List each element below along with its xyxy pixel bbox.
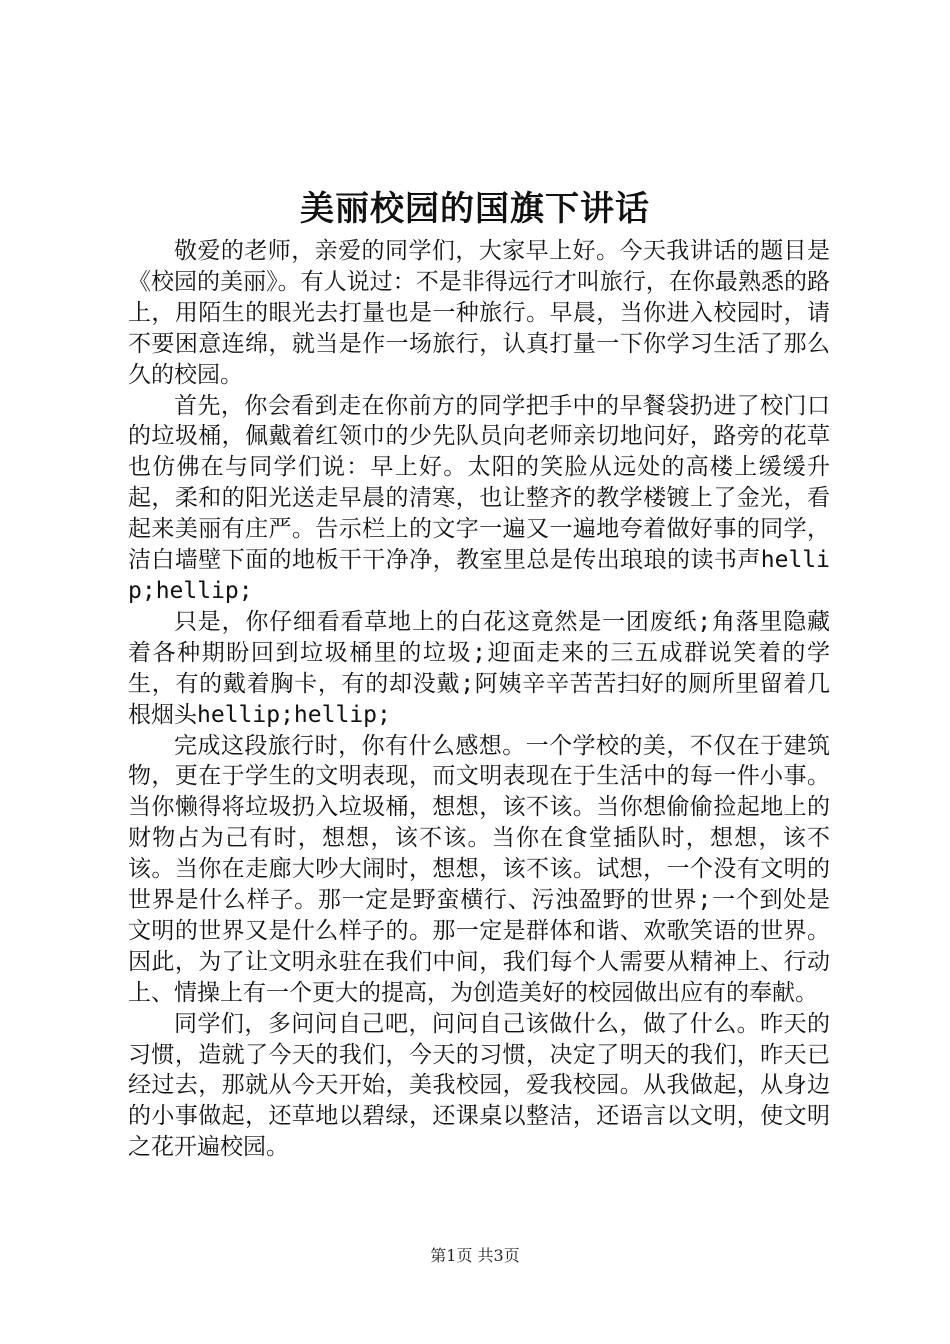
paragraph: 首先，你会看到走在你前方的同学把手中的早餐袋扔进了校门口的垃圾桶，佩戴着红领巾的少先队员向老师亲切地问好，路旁的花草也仿佛在与同学们说：早上好。太阳的笑脸从远处的高楼上缓缓升起，柔和的阳光送走早晨的清寒，也让整齐的教学楼镀上了金光，看起来美丽有庄严。告示栏上的文字一遍又一遍地夸着做好事的同学，洁白墙壁下面的地板干干净净，教室里总是传出琅琅的读书声hellip;hellip;: [128, 392, 830, 604]
paragraph: 完成这段旅行时，你有什么感想。一个学校的美，不仅在于建筑物，更在于学生的文明表现，而文明表现在于生活中的每一件小事。当你懒得将垃圾扔入垃圾桶，想想，该不该。当你想偷偷捡起地上的财物占为己有时，想想，该不该。当你在食堂插队时，想想，该不该。当你在走廊大吵大闹时，想想，该不该。试想，一个没有文明的世界是什么样子。那一定是野蛮横行、污浊盈野的世界;一个到处是文明的世界又是什么样子的。那一定是群体和谐、欢歌笑语的世界。因此，为了让文明永驻在我们中间，我们每个人需要从精神上、行动上、情操上有一个更大的提高，为创造美好的校园做出应有的奉献。: [128, 732, 830, 1006]
paragraph: 同学们，多问问自己吧，问问自己该做什么，做了什么。昨天的习惯，造就了今天的我们，今天的习惯，决定了明天的我们，昨天已经过去，那就从今天开始，美我校园，爱我校园。从我做起，从身边的小事做起，还草地以碧绿，还课桌以整洁，还语言以文明，使文明之花开遍校园。: [128, 1010, 830, 1161]
paragraph: 敬爱的老师，亲爱的同学们，大家早上好。今天我讲话的题目是《校园的美丽》。有人说过：不是非得远行才叫旅行，在你最熟悉的路上，用陌生的眼光去打量也是一种旅行。早晨，当你进入校园时，请不要困意连绵，就当是作一场旅行，认真打量一下你学习生活了那么久的校园。: [128, 238, 830, 388]
page-number-footer: 第1页 共3页: [430, 1246, 520, 1265]
document-title: 美丽校园的国旗下讲话: [300, 189, 650, 229]
paragraph: 只是，你仔细看看草地上的白花这竟然是一团废纸;角落里隐藏着各种期盼回到垃圾桶里的垃圾;迎面走来的三五成群说笑着的学生，有的戴着胸卡，有的却没戴;阿姨辛辛苦苦扫好的厕所里留着几根烟头hellip;hellip;: [128, 608, 830, 728]
document-body: [128, 236, 830, 1163]
